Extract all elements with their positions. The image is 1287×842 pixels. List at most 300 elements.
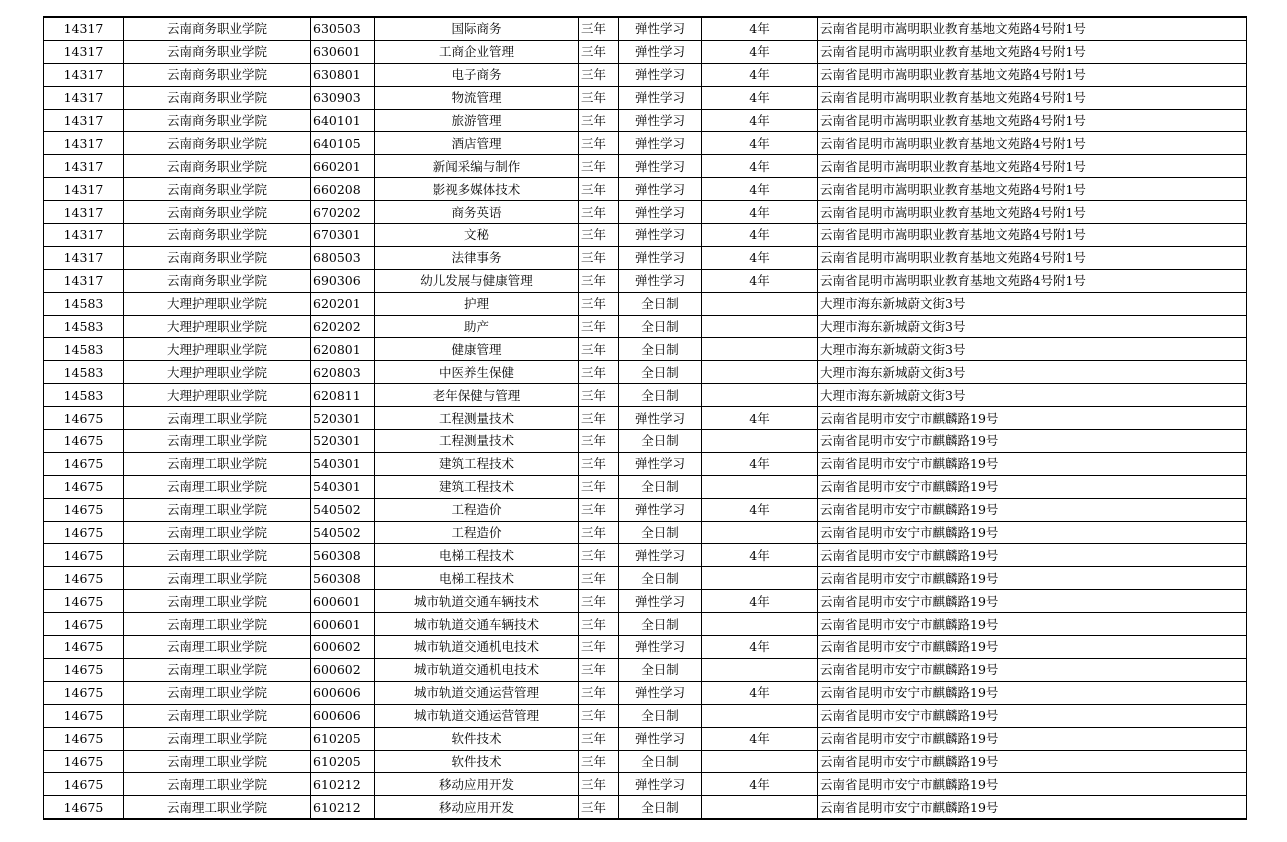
duration-cell <box>702 315 818 338</box>
major-name-cell: 电梯工程技术 <box>375 567 579 590</box>
address-cell: 云南省昆明市嵩明职业教育基地文苑路4号附1号 <box>818 178 1247 201</box>
study-mode-cell: 全日制 <box>619 338 702 361</box>
years-cell: 三年 <box>579 17 619 40</box>
major-code-cell: 600602 <box>311 658 375 681</box>
address-cell: 云南省昆明市安宁市麒麟路19号 <box>818 658 1247 681</box>
school-name-cell: 云南理工职业学院 <box>124 498 311 521</box>
study-mode-cell: 全日制 <box>619 613 702 636</box>
school-code-cell: 14317 <box>44 201 124 224</box>
major-code-cell: 660208 <box>311 178 375 201</box>
address-cell: 云南省昆明市嵩明职业教育基地文苑路4号附1号 <box>818 40 1247 63</box>
years-cell: 三年 <box>579 269 619 292</box>
major-code-cell: 670202 <box>311 201 375 224</box>
table-row <box>44 63 1247 86</box>
major-name-cell: 旅游管理 <box>375 109 579 132</box>
school-code-cell: 14675 <box>44 544 124 567</box>
study-mode-cell: 全日制 <box>619 475 702 498</box>
study-mode-cell: 弹性学习 <box>619 40 702 63</box>
school-code-cell: 14583 <box>44 315 124 338</box>
school-name-cell: 云南商务职业学院 <box>124 40 311 63</box>
major-name-cell: 城市轨道交通运营管理 <box>375 704 579 727</box>
duration-cell: 4年 <box>702 224 818 247</box>
major-name-cell: 城市轨道交通机电技术 <box>375 636 579 659</box>
table-row <box>44 155 1247 178</box>
study-mode-cell: 弹性学习 <box>619 224 702 247</box>
duration-cell <box>702 475 818 498</box>
years-cell: 三年 <box>579 315 619 338</box>
years-cell: 三年 <box>579 681 619 704</box>
major-code-cell: 520301 <box>311 407 375 430</box>
school-name-cell: 云南理工职业学院 <box>124 613 311 636</box>
duration-cell: 4年 <box>702 727 818 750</box>
years-cell: 三年 <box>579 407 619 430</box>
major-code-cell: 690306 <box>311 269 375 292</box>
school-name-cell: 云南商务职业学院 <box>124 178 311 201</box>
address-cell: 云南省昆明市嵩明职业教育基地文苑路4号附1号 <box>818 63 1247 86</box>
major-name-cell: 工程测量技术 <box>375 407 579 430</box>
study-mode-cell: 弹性学习 <box>619 132 702 155</box>
study-mode-cell: 全日制 <box>619 315 702 338</box>
major-code-cell: 600601 <box>311 590 375 613</box>
major-name-cell: 城市轨道交通车辆技术 <box>375 590 579 613</box>
school-name-cell: 大理护理职业学院 <box>124 315 311 338</box>
school-name-cell: 云南商务职业学院 <box>124 17 311 40</box>
study-mode-cell: 全日制 <box>619 384 702 407</box>
major-name-cell: 电子商务 <box>375 63 579 86</box>
duration-cell: 4年 <box>702 590 818 613</box>
years-cell: 三年 <box>579 109 619 132</box>
address-cell: 云南省昆明市嵩明职业教育基地文苑路4号附1号 <box>818 269 1247 292</box>
major-code-cell: 610205 <box>311 727 375 750</box>
major-name-cell: 法律事务 <box>375 246 579 269</box>
major-code-cell: 630903 <box>311 86 375 109</box>
study-mode-cell: 全日制 <box>619 521 702 544</box>
duration-cell <box>702 613 818 636</box>
school-code-cell: 14675 <box>44 658 124 681</box>
years-cell: 三年 <box>579 155 619 178</box>
table-row <box>44 796 1247 819</box>
table-row <box>44 452 1247 475</box>
study-mode-cell: 弹性学习 <box>619 498 702 521</box>
table-row <box>44 201 1247 224</box>
duration-cell <box>702 292 818 315</box>
major-name-cell: 酒店管理 <box>375 132 579 155</box>
school-code-cell: 14317 <box>44 155 124 178</box>
address-cell: 云南省昆明市安宁市麒麟路19号 <box>818 636 1247 659</box>
table-row <box>44 658 1247 681</box>
duration-cell: 4年 <box>702 178 818 201</box>
major-name-cell: 助产 <box>375 315 579 338</box>
table-body <box>44 17 1247 819</box>
table-row <box>44 407 1247 430</box>
table-row <box>44 521 1247 544</box>
major-code-cell: 540301 <box>311 452 375 475</box>
major-name-cell: 新闻采编与制作 <box>375 155 579 178</box>
major-code-cell: 620803 <box>311 361 375 384</box>
table-row <box>44 86 1247 109</box>
major-code-cell: 640101 <box>311 109 375 132</box>
study-mode-cell: 全日制 <box>619 361 702 384</box>
address-cell: 云南省昆明市嵩明职业教育基地文苑路4号附1号 <box>818 201 1247 224</box>
duration-cell: 4年 <box>702 636 818 659</box>
school-code-cell: 14583 <box>44 338 124 361</box>
school-code-cell: 14675 <box>44 613 124 636</box>
address-cell: 云南省昆明市嵩明职业教育基地文苑路4号附1号 <box>818 17 1247 40</box>
address-cell: 云南省昆明市安宁市麒麟路19号 <box>818 750 1247 773</box>
major-name-cell: 商务英语 <box>375 201 579 224</box>
school-code-cell: 14317 <box>44 246 124 269</box>
major-name-cell: 软件技术 <box>375 727 579 750</box>
major-code-cell: 680503 <box>311 246 375 269</box>
years-cell: 三年 <box>579 544 619 567</box>
years-cell: 三年 <box>579 63 619 86</box>
major-code-cell: 620202 <box>311 315 375 338</box>
address-cell: 云南省昆明市嵩明职业教育基地文苑路4号附1号 <box>818 246 1247 269</box>
school-name-cell: 云南理工职业学院 <box>124 636 311 659</box>
address-cell: 云南省昆明市安宁市麒麟路19号 <box>818 613 1247 636</box>
years-cell: 三年 <box>579 773 619 796</box>
table-row <box>44 132 1247 155</box>
years-cell: 三年 <box>579 658 619 681</box>
school-name-cell: 云南理工职业学院 <box>124 430 311 453</box>
major-code-cell: 630601 <box>311 40 375 63</box>
school-name-cell: 大理护理职业学院 <box>124 361 311 384</box>
years-cell: 三年 <box>579 750 619 773</box>
major-code-cell: 540502 <box>311 521 375 544</box>
school-name-cell: 云南商务职业学院 <box>124 63 311 86</box>
address-cell: 云南省昆明市嵩明职业教育基地文苑路4号附1号 <box>818 155 1247 178</box>
major-code-cell: 600606 <box>311 704 375 727</box>
years-cell: 三年 <box>579 132 619 155</box>
school-code-cell: 14675 <box>44 521 124 544</box>
years-cell: 三年 <box>579 475 619 498</box>
major-code-cell: 630503 <box>311 17 375 40</box>
years-cell: 三年 <box>579 224 619 247</box>
major-name-cell: 工程测量技术 <box>375 430 579 453</box>
table-row <box>44 361 1247 384</box>
major-code-cell: 560308 <box>311 567 375 590</box>
study-mode-cell: 全日制 <box>619 658 702 681</box>
major-code-cell: 600606 <box>311 681 375 704</box>
duration-cell: 4年 <box>702 155 818 178</box>
school-name-cell: 云南理工职业学院 <box>124 407 311 430</box>
school-code-cell: 14675 <box>44 452 124 475</box>
school-code-cell: 14675 <box>44 407 124 430</box>
study-mode-cell: 全日制 <box>619 567 702 590</box>
study-mode-cell: 弹性学习 <box>619 773 702 796</box>
major-name-cell: 建筑工程技术 <box>375 475 579 498</box>
school-code-cell: 14675 <box>44 704 124 727</box>
duration-cell: 4年 <box>702 407 818 430</box>
school-code-cell: 14317 <box>44 269 124 292</box>
major-name-cell: 城市轨道交通车辆技术 <box>375 613 579 636</box>
major-code-cell: 610205 <box>311 750 375 773</box>
years-cell: 三年 <box>579 292 619 315</box>
address-cell: 云南省昆明市安宁市麒麟路19号 <box>818 773 1247 796</box>
major-code-cell: 540502 <box>311 498 375 521</box>
address-cell: 大理市海东新城蔚文街3号 <box>818 292 1247 315</box>
years-cell: 三年 <box>579 86 619 109</box>
school-name-cell: 云南商务职业学院 <box>124 132 311 155</box>
duration-cell: 4年 <box>702 773 818 796</box>
school-code-cell: 14675 <box>44 796 124 819</box>
school-code-cell: 14675 <box>44 727 124 750</box>
school-name-cell: 云南理工职业学院 <box>124 796 311 819</box>
table-row <box>44 40 1247 63</box>
address-cell: 云南省昆明市安宁市麒麟路19号 <box>818 521 1247 544</box>
major-name-cell: 中医养生保健 <box>375 361 579 384</box>
school-code-cell: 14583 <box>44 361 124 384</box>
major-code-cell: 630801 <box>311 63 375 86</box>
years-cell: 三年 <box>579 40 619 63</box>
major-name-cell: 建筑工程技术 <box>375 452 579 475</box>
table-row <box>44 567 1247 590</box>
duration-cell: 4年 <box>702 269 818 292</box>
address-cell: 云南省昆明市嵩明职业教育基地文苑路4号附1号 <box>818 132 1247 155</box>
school-name-cell: 云南商务职业学院 <box>124 224 311 247</box>
major-code-cell: 660201 <box>311 155 375 178</box>
address-cell: 大理市海东新城蔚文街3号 <box>818 361 1247 384</box>
duration-cell <box>702 796 818 819</box>
address-cell: 云南省昆明市安宁市麒麟路19号 <box>818 498 1247 521</box>
table-row <box>44 224 1247 247</box>
duration-cell: 4年 <box>702 17 818 40</box>
study-mode-cell: 弹性学习 <box>619 178 702 201</box>
table-row <box>44 315 1247 338</box>
table-row <box>44 109 1247 132</box>
study-mode-cell: 弹性学习 <box>619 269 702 292</box>
duration-cell: 4年 <box>702 86 818 109</box>
major-name-cell: 工商企业管理 <box>375 40 579 63</box>
school-name-cell: 大理护理职业学院 <box>124 292 311 315</box>
address-cell: 大理市海东新城蔚文街3号 <box>818 338 1247 361</box>
years-cell: 三年 <box>579 361 619 384</box>
years-cell: 三年 <box>579 384 619 407</box>
study-mode-cell: 弹性学习 <box>619 86 702 109</box>
school-name-cell: 云南商务职业学院 <box>124 269 311 292</box>
major-code-cell: 600601 <box>311 613 375 636</box>
major-name-cell: 老年保健与管理 <box>375 384 579 407</box>
study-mode-cell: 全日制 <box>619 704 702 727</box>
school-code-cell: 14317 <box>44 132 124 155</box>
major-name-cell: 护理 <box>375 292 579 315</box>
study-mode-cell: 弹性学习 <box>619 681 702 704</box>
major-code-cell: 520301 <box>311 430 375 453</box>
duration-cell: 4年 <box>702 246 818 269</box>
school-name-cell: 云南理工职业学院 <box>124 475 311 498</box>
school-name-cell: 云南理工职业学院 <box>124 727 311 750</box>
major-code-cell: 620201 <box>311 292 375 315</box>
duration-cell: 4年 <box>702 109 818 132</box>
school-name-cell: 大理护理职业学院 <box>124 384 311 407</box>
years-cell: 三年 <box>579 521 619 544</box>
duration-cell: 4年 <box>702 201 818 224</box>
school-code-cell: 14675 <box>44 750 124 773</box>
table-row <box>44 590 1247 613</box>
school-name-cell: 云南理工职业学院 <box>124 681 311 704</box>
duration-cell: 4年 <box>702 681 818 704</box>
school-code-cell: 14317 <box>44 17 124 40</box>
study-mode-cell: 全日制 <box>619 292 702 315</box>
duration-cell <box>702 430 818 453</box>
address-cell: 云南省昆明市安宁市麒麟路19号 <box>818 430 1247 453</box>
school-name-cell: 云南商务职业学院 <box>124 109 311 132</box>
study-mode-cell: 弹性学习 <box>619 544 702 567</box>
school-name-cell: 云南商务职业学院 <box>124 201 311 224</box>
years-cell: 三年 <box>579 452 619 475</box>
table-row <box>44 338 1247 361</box>
school-name-cell: 云南理工职业学院 <box>124 521 311 544</box>
major-code-cell: 540301 <box>311 475 375 498</box>
major-name-cell: 健康管理 <box>375 338 579 361</box>
school-name-cell: 云南理工职业学院 <box>124 567 311 590</box>
table-row <box>44 269 1247 292</box>
school-name-cell: 云南商务职业学院 <box>124 86 311 109</box>
major-code-cell: 560308 <box>311 544 375 567</box>
address-cell: 云南省昆明市嵩明职业教育基地文苑路4号附1号 <box>818 224 1247 247</box>
study-mode-cell: 弹性学习 <box>619 109 702 132</box>
school-name-cell: 云南理工职业学院 <box>124 658 311 681</box>
address-cell: 云南省昆明市安宁市麒麟路19号 <box>818 727 1247 750</box>
duration-cell: 4年 <box>702 132 818 155</box>
school-code-cell: 14317 <box>44 109 124 132</box>
major-code-cell: 670301 <box>311 224 375 247</box>
years-cell: 三年 <box>579 636 619 659</box>
major-name-cell: 影视多媒体技术 <box>375 178 579 201</box>
table-row <box>44 498 1247 521</box>
school-name-cell: 云南理工职业学院 <box>124 773 311 796</box>
major-code-cell: 600602 <box>311 636 375 659</box>
table-row <box>44 613 1247 636</box>
study-mode-cell: 全日制 <box>619 430 702 453</box>
address-cell: 云南省昆明市嵩明职业教育基地文苑路4号附1号 <box>818 109 1247 132</box>
table-row <box>44 430 1247 453</box>
school-code-cell: 14675 <box>44 773 124 796</box>
address-cell: 云南省昆明市安宁市麒麟路19号 <box>818 590 1247 613</box>
school-code-cell: 14675 <box>44 475 124 498</box>
enrollment-table <box>43 16 1247 820</box>
duration-cell <box>702 704 818 727</box>
years-cell: 三年 <box>579 727 619 750</box>
major-name-cell: 幼儿发展与健康管理 <box>375 269 579 292</box>
study-mode-cell: 弹性学习 <box>619 17 702 40</box>
school-code-cell: 14675 <box>44 567 124 590</box>
major-code-cell: 620801 <box>311 338 375 361</box>
major-name-cell: 物流管理 <box>375 86 579 109</box>
table-row <box>44 544 1247 567</box>
major-code-cell: 620811 <box>311 384 375 407</box>
school-code-cell: 14675 <box>44 636 124 659</box>
address-cell: 云南省昆明市安宁市麒麟路19号 <box>818 796 1247 819</box>
school-name-cell: 云南商务职业学院 <box>124 246 311 269</box>
duration-cell: 4年 <box>702 63 818 86</box>
duration-cell: 4年 <box>702 498 818 521</box>
study-mode-cell: 弹性学习 <box>619 201 702 224</box>
years-cell: 三年 <box>579 201 619 224</box>
table-row <box>44 384 1247 407</box>
major-code-cell: 610212 <box>311 796 375 819</box>
study-mode-cell: 弹性学习 <box>619 63 702 86</box>
table-row <box>44 636 1247 659</box>
address-cell: 云南省昆明市安宁市麒麟路19号 <box>818 704 1247 727</box>
major-name-cell: 文秘 <box>375 224 579 247</box>
duration-cell: 4年 <box>702 452 818 475</box>
years-cell: 三年 <box>579 246 619 269</box>
duration-cell: 4年 <box>702 544 818 567</box>
school-name-cell: 云南理工职业学院 <box>124 750 311 773</box>
years-cell: 三年 <box>579 796 619 819</box>
school-name-cell: 大理护理职业学院 <box>124 338 311 361</box>
major-name-cell: 工程造价 <box>375 521 579 544</box>
school-name-cell: 云南理工职业学院 <box>124 452 311 475</box>
school-name-cell: 云南理工职业学院 <box>124 704 311 727</box>
study-mode-cell: 弹性学习 <box>619 636 702 659</box>
address-cell: 云南省昆明市安宁市麒麟路19号 <box>818 544 1247 567</box>
years-cell: 三年 <box>579 613 619 636</box>
major-code-cell: 610212 <box>311 773 375 796</box>
duration-cell: 4年 <box>702 40 818 63</box>
years-cell: 三年 <box>579 567 619 590</box>
table-row <box>44 704 1247 727</box>
table-row <box>44 681 1247 704</box>
study-mode-cell: 弹性学习 <box>619 590 702 613</box>
duration-cell <box>702 361 818 384</box>
table-row <box>44 178 1247 201</box>
school-code-cell: 14583 <box>44 292 124 315</box>
school-name-cell: 云南理工职业学院 <box>124 544 311 567</box>
major-name-cell: 城市轨道交通机电技术 <box>375 658 579 681</box>
study-mode-cell: 弹性学习 <box>619 246 702 269</box>
major-name-cell: 城市轨道交通运营管理 <box>375 681 579 704</box>
school-code-cell: 14583 <box>44 384 124 407</box>
major-code-cell: 640105 <box>311 132 375 155</box>
address-cell: 云南省昆明市安宁市麒麟路19号 <box>818 407 1247 430</box>
years-cell: 三年 <box>579 430 619 453</box>
years-cell: 三年 <box>579 338 619 361</box>
address-cell: 云南省昆明市安宁市麒麟路19号 <box>818 452 1247 475</box>
years-cell: 三年 <box>579 590 619 613</box>
address-cell: 大理市海东新城蔚文街3号 <box>818 315 1247 338</box>
table-row <box>44 727 1247 750</box>
school-code-cell: 14317 <box>44 63 124 86</box>
table-row <box>44 292 1247 315</box>
duration-cell <box>702 658 818 681</box>
address-cell: 云南省昆明市安宁市麒麟路19号 <box>818 681 1247 704</box>
school-code-cell: 14317 <box>44 86 124 109</box>
table-row <box>44 17 1247 40</box>
address-cell: 云南省昆明市嵩明职业教育基地文苑路4号附1号 <box>818 86 1247 109</box>
address-cell: 大理市海东新城蔚文街3号 <box>818 384 1247 407</box>
duration-cell <box>702 338 818 361</box>
school-code-cell: 14317 <box>44 178 124 201</box>
study-mode-cell: 弹性学习 <box>619 155 702 178</box>
school-code-cell: 14675 <box>44 498 124 521</box>
years-cell: 三年 <box>579 498 619 521</box>
study-mode-cell: 弹性学习 <box>619 452 702 475</box>
major-name-cell: 移动应用开发 <box>375 796 579 819</box>
table-row <box>44 246 1247 269</box>
school-code-cell: 14317 <box>44 40 124 63</box>
study-mode-cell: 全日制 <box>619 796 702 819</box>
study-mode-cell: 弹性学习 <box>619 407 702 430</box>
address-cell: 云南省昆明市安宁市麒麟路19号 <box>818 475 1247 498</box>
school-code-cell: 14675 <box>44 681 124 704</box>
duration-cell <box>702 750 818 773</box>
school-code-cell: 14675 <box>44 590 124 613</box>
table-row <box>44 475 1247 498</box>
table-row <box>44 750 1247 773</box>
school-name-cell: 云南商务职业学院 <box>124 155 311 178</box>
